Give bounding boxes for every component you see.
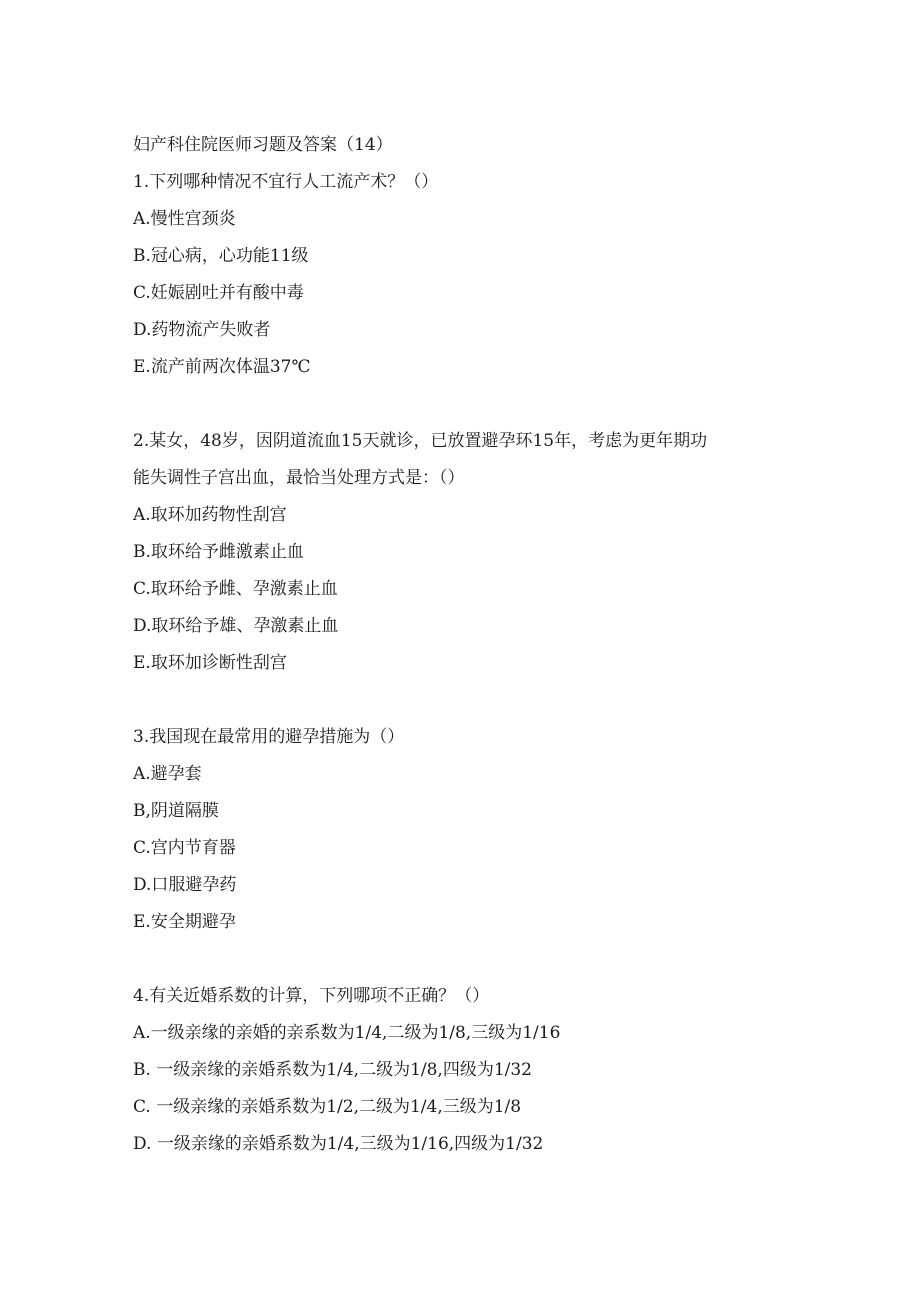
option-c: C. 一级亲缘的亲婚系数为1/2,二级为1/4,三级为1/8	[133, 1097, 522, 1117]
option-a: A.避孕套	[133, 764, 202, 784]
question-stem: 1.下列哪种情况不宜行人工流产术？（）	[133, 172, 439, 192]
question-4	[133, 978, 793, 1163]
question-3	[133, 719, 793, 941]
option-c: C.取环给予雌、孕激素止血	[133, 579, 338, 599]
document-title: 妇产科住院医师习题及答案（14）	[133, 135, 393, 155]
option-b: B.取环给予雌激素止血	[133, 542, 304, 562]
option-d: D.取环给予雄、孕激素止血	[133, 616, 339, 636]
option-b: B,阴道隔膜	[133, 801, 219, 821]
option-a: A.一级亲缘的亲婚的亲系数为1/4,二级为1/8,三级为1/16	[133, 1023, 561, 1043]
question-gap	[133, 386, 793, 423]
question-gap	[133, 941, 793, 978]
question-2	[133, 423, 793, 682]
question-gap	[133, 682, 793, 719]
option-e: E.安全期避孕	[133, 912, 236, 932]
option-e: E.流产前两次体温37℃	[133, 357, 311, 377]
question-stem: 2.某女，48岁，因阴道流血15天就诊，已放置避孕环15年，考虑为更年期功	[133, 431, 708, 451]
option-a: A.取环加药物性刮宫	[133, 505, 287, 525]
option-d: D.药物流产失败者	[133, 320, 271, 340]
option-e: E.取环加诊断性刮宫	[133, 653, 287, 673]
option-c: C.宫内节育器	[133, 838, 236, 858]
option-d: D. 一级亲缘的亲婚系数为1/4,三级为1/16,四级为1/32	[133, 1134, 544, 1154]
option-a: A.慢性宫颈炎	[133, 209, 236, 229]
question-stem-continued: 能失调性子宫出血，最恰当处理方式是：（）	[133, 468, 465, 488]
option-b: B.冠心病，心功能11级	[133, 246, 309, 266]
option-d: D.口服避孕药	[133, 875, 237, 895]
option-c: C.妊娠剧吐并有酸中毒	[133, 283, 304, 303]
option-b: B. 一级亲缘的亲婚系数为1/4,二级为1/8,四级为1/32	[133, 1060, 533, 1080]
question-1	[133, 164, 793, 386]
question-stem: 4.有关近婚系数的计算，下列哪项不正确？（）	[133, 986, 490, 1006]
question-stem: 3.我国现在最常用的避孕措施为（）	[133, 727, 405, 747]
document-page	[133, 127, 793, 1163]
